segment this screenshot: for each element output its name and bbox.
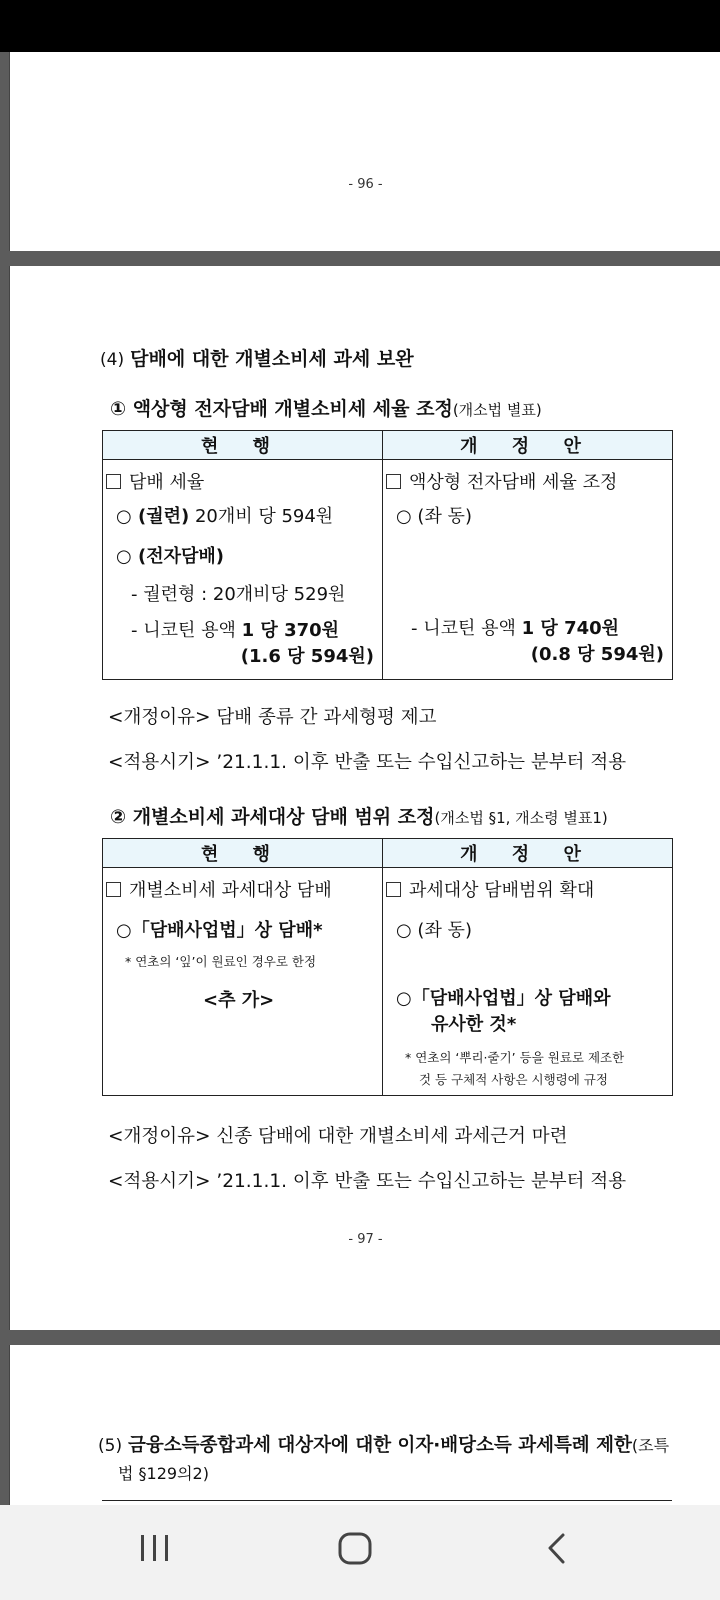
current-line-4-value: 1 당 370원 — [241, 620, 340, 641]
home-icon — [315, 1525, 395, 1575]
section-number: (5) — [98, 1436, 123, 1456]
current-line-2: ○ (전자담배) — [116, 546, 224, 567]
proposed-line-1: ○ (좌 동) — [396, 920, 472, 941]
proposed-cell — [383, 460, 673, 680]
current-header-text: 담배 세율 — [129, 472, 205, 493]
proposed-line-2-value: 1 당 740원 — [521, 618, 620, 639]
back-button[interactable] — [517, 1525, 597, 1575]
section-number: (4) — [100, 350, 125, 370]
section-ref-b: 법 §129의2) — [118, 1464, 209, 1483]
navigation-bar — [0, 1505, 720, 1600]
proposed-header-text: 과세대상 담배범위 확대 — [409, 880, 595, 901]
current-header-line — [106, 468, 204, 494]
item-title: ② 개별소비세 과세대상 담배 범위 조정 — [110, 806, 435, 828]
section-title: 금융소득종합과세 대상자에 대한 이자·배당소득 과세특례 제한 — [127, 1435, 632, 1456]
current-note: * 연초의 ‘잎’이 원료인 경우로 한정 — [125, 954, 317, 969]
proposed-note-1: * 연초의 ‘뿌리·줄기’ 등을 원료로 제조한 — [405, 1050, 625, 1065]
current-line-5: (1.6 당 594원) — [240, 646, 374, 667]
current-cell — [103, 868, 383, 1096]
col-current-header: 현 행 — [103, 431, 383, 460]
proposed-line-2-label: - 니코틴 용액 — [411, 618, 516, 639]
item-title: ① 액상형 전자담배 개별소비세 세율 조정 — [110, 398, 453, 420]
col-proposed-header: 개 정 안 — [383, 839, 673, 868]
section-4-heading — [100, 344, 414, 371]
page-number: - 96 - — [348, 177, 383, 192]
proposed-header-text: 액상형 전자담배 세율 조정 — [409, 472, 618, 493]
col-current-header: 현 행 — [103, 839, 383, 868]
section-ref-a: (조특 — [631, 1436, 670, 1455]
item-ref: (개소법 별표) — [452, 401, 542, 419]
current-cell — [103, 460, 383, 680]
item-2-applies: <적용시기> ’21.1.1. 이후 반출 또는 수입신고하는 분부터 적용 — [108, 1171, 627, 1192]
comparison-table-1 — [102, 430, 673, 680]
col-proposed-header: 개 정 안 — [383, 431, 673, 460]
document-page-96 — [9, 52, 720, 251]
item-1-title — [110, 394, 542, 421]
recent-apps-button[interactable] — [115, 1525, 195, 1575]
checkbox-square-icon — [106, 474, 121, 489]
proposed-note-2: 것 등 구체적 사항은 시행령에 규정 — [419, 1072, 608, 1087]
proposed-header-line — [386, 468, 617, 494]
current-add: <추 가> — [203, 990, 275, 1011]
current-line-1-value: 20개비 당 594원 — [194, 506, 334, 527]
current-line-4 — [131, 616, 339, 642]
proposed-line-3: (0.8 당 594원) — [530, 644, 664, 665]
comparison-table-2 — [102, 838, 673, 1096]
section-5-heading — [98, 1431, 669, 1457]
checkbox-square-icon — [386, 882, 401, 897]
document-page-97 — [9, 266, 720, 1330]
current-header-text: 개별소비세 과세대상 담배 — [129, 880, 332, 901]
item-2-title — [110, 802, 608, 829]
item-ref: (개소법 §1, 개소령 별표1) — [434, 809, 608, 827]
current-line-1-label: ○ (궐련) — [116, 506, 190, 527]
recent-apps-icon — [115, 1525, 195, 1575]
back-icon — [517, 1525, 597, 1575]
current-line-1: ○「담배사업법」상 담배* — [116, 920, 323, 941]
current-line-3: - 궐련형 : 20개비당 529원 — [131, 584, 346, 605]
proposed-line-3: 유사한 것* — [431, 1014, 517, 1035]
current-header-line — [106, 876, 332, 902]
item-2-reason: <개정이유> 신종 담배에 대한 개별소비세 과세근거 마련 — [108, 1126, 568, 1147]
home-button[interactable] — [315, 1525, 395, 1575]
top-bar — [0, 0, 720, 52]
proposed-cell — [383, 868, 673, 1096]
section-title: 담배에 대한 개별소비세 과세 보완 — [130, 348, 414, 370]
proposed-line-1: ○ (좌 동) — [396, 506, 472, 527]
checkbox-square-icon — [386, 474, 401, 489]
proposed-line-2 — [411, 614, 619, 640]
proposed-header-line — [386, 876, 594, 902]
current-line-4-label: - 니코틴 용액 — [131, 620, 236, 641]
checkbox-square-icon — [106, 882, 121, 897]
document-page-98 — [9, 1345, 720, 1505]
item-1-reason: <개정이유> 담배 종류 간 과세형평 제고 — [108, 707, 437, 728]
current-line-1 — [116, 502, 333, 528]
item-1-applies: <적용시기> ’21.1.1. 이후 반출 또는 수입신고하는 분부터 적용 — [108, 752, 627, 773]
proposed-line-2: ○「담배사업법」상 담배와 — [396, 988, 611, 1009]
page-number: - 97 - — [348, 1232, 383, 1247]
